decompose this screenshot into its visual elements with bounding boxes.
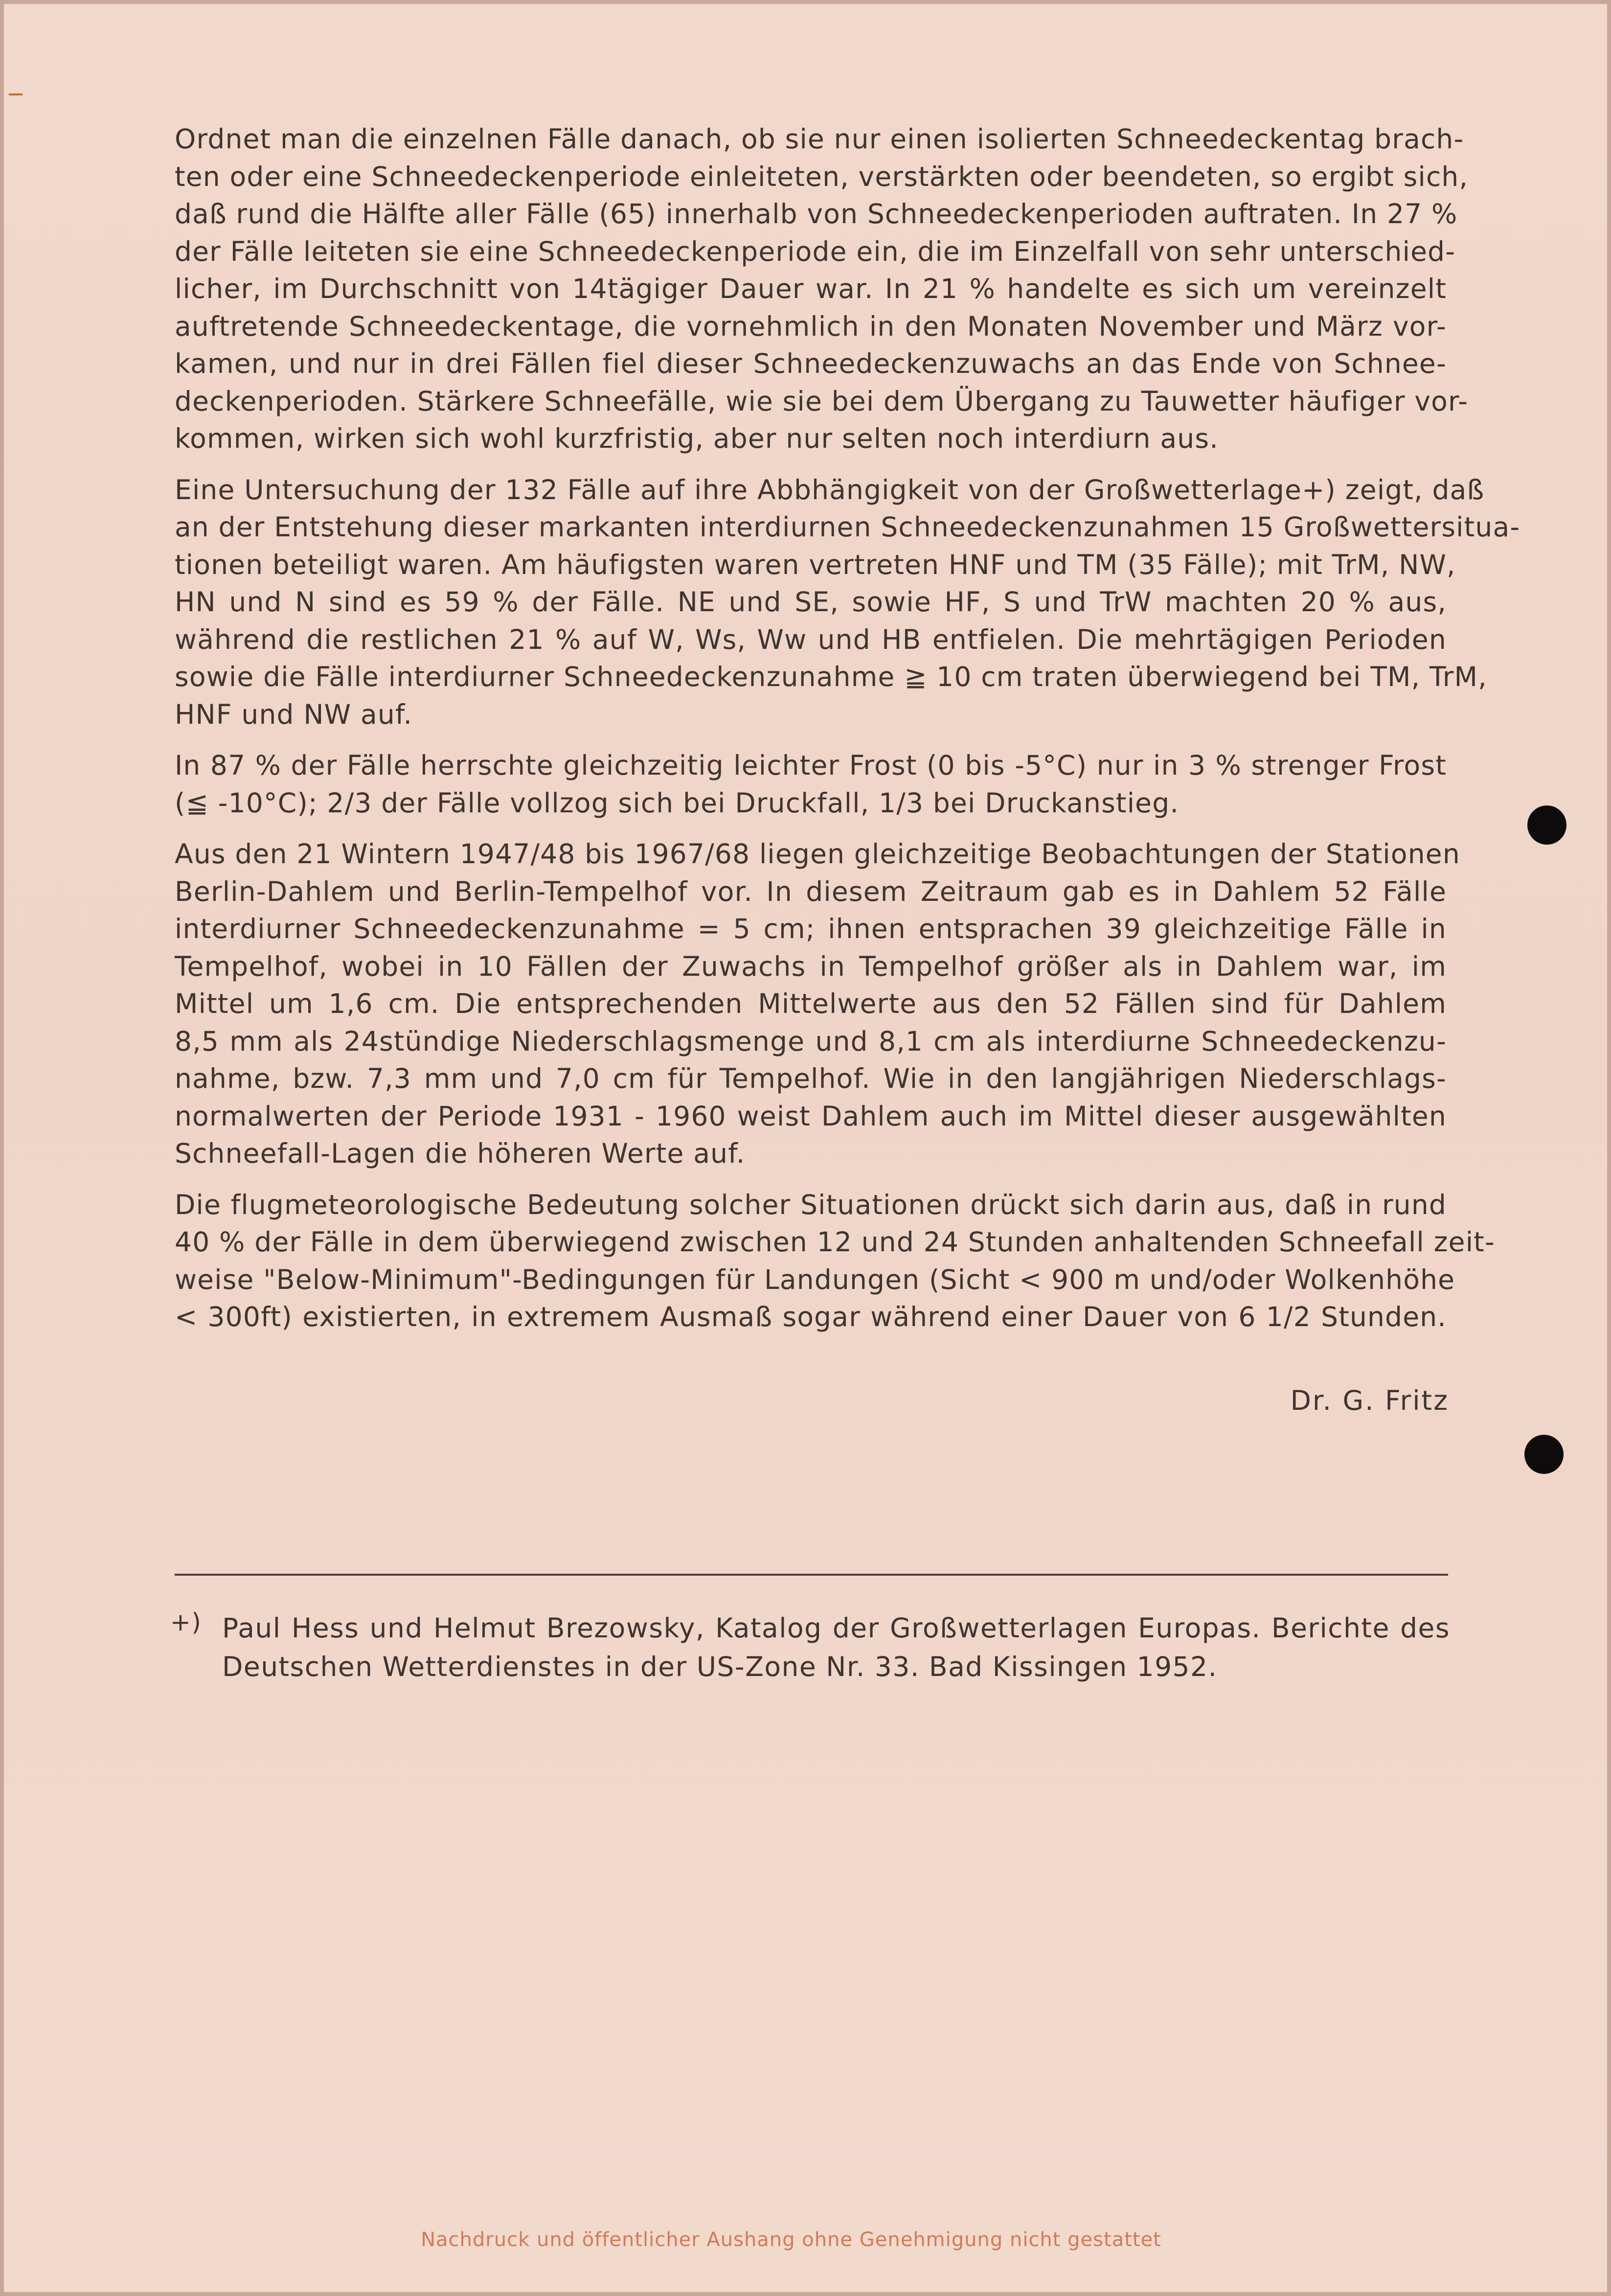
text-line: Tempelhof, wobei in 10 Fällen der Zuwachs in Tempelhof größer als in Dahlem war, im <box>175 950 1447 982</box>
text-line: In 87 % der Fälle herrschte gleichzeitig leichter Frost (0 bis -5°C) nur in 3 % strenger Frost <box>175 750 1447 781</box>
text-line: 8,5 mm als 24stündige Niederschlagsmenge und 8,1 cm als interdiurne Schneedeckenzu- <box>175 1025 1447 1057</box>
text-line: der Fälle leiteten sie eine Schneedeckenperiode ein, die im Einzelfall von sehr unterschied- <box>175 235 1456 267</box>
text-line: an der Entstehung dieser markanten interdiurnen Schneedeckenzunahmen 15 Großwettersitua- <box>175 511 1520 543</box>
text-line: Eine Untersuchung der 132 Fälle auf ihre Abbhängigkeit von der Großwetterlage+) zeigt, daß <box>175 474 1485 505</box>
text-line: kommen, wirken sich wohl kurzfristig, aber nur selten noch interdiurn aus. <box>175 423 1219 454</box>
footnote-marker: +) <box>170 1608 202 1636</box>
text-line: daß rund die Hälfte aller Fälle (65) innerhalb von Schneedeckenperioden auftraten. In 27 % <box>175 198 1458 230</box>
text-line: HNF und NW auf. <box>175 698 413 730</box>
text-line: licher, im Durchschnitt von 14tägiger Dauer war. In 21 % handelte es sich um vereinzelt <box>175 273 1447 304</box>
paragraph-4 <box>175 835 1460 1172</box>
text-line: sowie die Fälle interdiurner Schneedeckenzunahme ≧ 10 cm traten überwiegend bei TM, TrM, <box>175 661 1487 692</box>
text-line: interdiurner Schneedeckenzunahme = 5 cm; ihnen entsprachen 39 gleichzeitige Fälle in <box>175 913 1447 944</box>
text-line: kamen, und nur in drei Fällen fiel dieser Schneedeckenzuwachs an das Ende von Schnee- <box>175 348 1447 379</box>
text-line: Schneefall-Lagen die höheren Werte auf. <box>175 1138 746 1169</box>
main-text <box>175 120 1520 1350</box>
text-line: HN und N sind es 59 % der Fälle. NE und SE, sowie HF, S und TrW machten 20 % aus, <box>175 586 1447 618</box>
text-line: Aus den 21 Wintern 1947/48 bis 1967/68 liegen gleichzeitige Beobachtungen der Stationen <box>175 838 1460 870</box>
text-line: ten oder eine Schneedeckenperiode einleiteten, verstärkten oder beendeten, so ergibt sich, <box>175 161 1469 192</box>
paragraph-1 <box>175 120 1469 458</box>
reprint-notice: Nachdruck und öffentlicher Aushang ohne Genehmigung nicht gestattet <box>421 2228 1161 2251</box>
text-line: während die restlichen 21 % auf W, Ws, Ww und HB entfielen. Die mehrtägigen Perioden <box>175 623 1447 655</box>
text-line: weise "Below-Minimum"-Bedingungen für Landungen (Sicht < 900 m und/oder Wolkenhöhe <box>175 1263 1455 1295</box>
text-line: 40 % der Fälle in dem überwiegend zwischen 12 und 24 Stunden anhaltenden Schneefall zeit- <box>175 1226 1495 1258</box>
text-line: Ordnet man die einzelnen Fälle danach, ob sie nur einen isolierten Schneedeckentag brach- <box>175 123 1464 155</box>
footnote-line: Deutschen Wetterdienstes in der US-Zone Nr. 33. Bad Kissingen 1952. <box>222 1651 1218 1682</box>
text-line: normalwerten der Periode 1931 - 1960 weist Dahlem auch im Mittel dieser ausgewählten <box>175 1100 1447 1132</box>
text-line: nahme, bzw. 7,3 mm und 7,0 cm für Tempelhof. Wie in den langjährigen Niederschlags- <box>175 1063 1447 1094</box>
text-line: < 300ft) existierten, in extremem Ausmaß sogar während einer Dauer von 6 1/2 Stunden. <box>175 1301 1447 1332</box>
text-line: Mittel um 1,6 cm. Die entsprechenden Mittelwerte aus den 52 Fällen sind für Dahlem <box>175 988 1447 1019</box>
text-line: auftretende Schneedeckentage, die vornehmlich in den Monaten November und März vor- <box>175 310 1447 342</box>
paragraph-3 <box>175 747 1447 822</box>
text-line: Berlin-Dahlem und Berlin-Tempelhof vor. In diesem Zeitraum gab es in Dahlem 52 Fälle <box>175 875 1447 907</box>
footnote-line: Paul Hess und Helmut Brezowsky, Katalog der Großwetterlagen Europas. Berichte des <box>222 1612 1450 1644</box>
text-line: tionen beteiligt waren. Am häufigsten waren vertreten HNF und TM (35 Fälle); mit TrM, NW, <box>175 549 1456 580</box>
footnote-divider <box>175 1574 1448 1576</box>
text-line: deckenperioden. Stärkere Schneefälle, wie sie bei dem Übergang zu Tauwetter häufiger vor- <box>175 385 1469 417</box>
footnote-text <box>222 1609 1450 1686</box>
text-line: (≦ -10°C); 2/3 der Fälle vollzog sich bei Druckfall, 1/3 bei Druckanstieg. <box>175 787 1180 819</box>
paragraph-2 <box>175 471 1520 734</box>
text-line: Die flugmeteorologische Bedeutung solcher Situationen drückt sich darin aus, daß in rund <box>175 1189 1447 1220</box>
corner-mark <box>9 93 23 95</box>
punch-hole <box>1524 1435 1564 1474</box>
punch-hole <box>1527 805 1566 845</box>
author-signature: Dr. G. Fritz <box>1290 1385 1449 1416</box>
paragraph-5 <box>175 1186 1495 1336</box>
